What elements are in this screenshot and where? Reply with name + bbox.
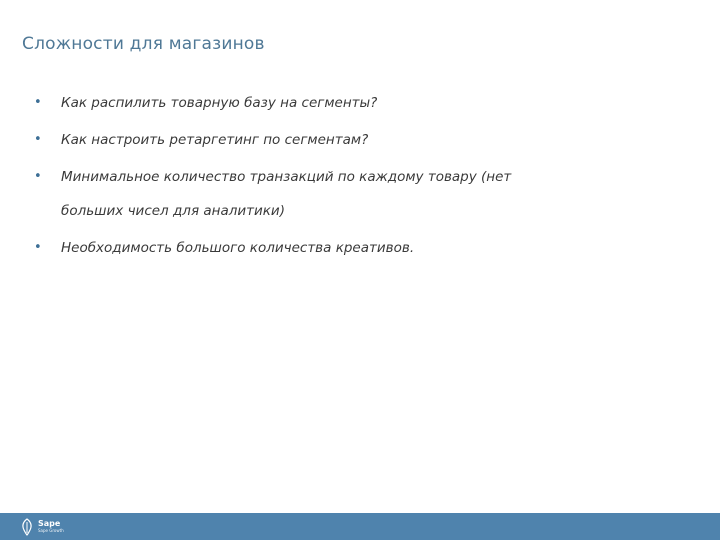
bullet-dot: • xyxy=(34,95,42,110)
bullet-text: Как настроить ретаргетинг по сегментам? xyxy=(61,132,369,148)
footer-logo xyxy=(20,516,64,537)
bullet-text: Минимальное количество транзакций по каждому товару (нет больших чисел для аналитики) xyxy=(61,169,512,219)
logo-subtitle: Sape Growth xyxy=(38,527,64,533)
bullet-item xyxy=(34,231,674,265)
bullet-item xyxy=(34,123,674,157)
bullet-list xyxy=(34,86,674,268)
bullet-dot: • xyxy=(34,169,42,184)
slide-title: Сложности для магазинов xyxy=(22,34,265,54)
bullet-text: Необходимость большого количества креативов. xyxy=(61,240,415,256)
bullet-item xyxy=(34,160,536,228)
bullet-text: Как распилить товарную базу на сегменты? xyxy=(61,95,378,111)
bullet-dot: • xyxy=(34,132,42,147)
bullet-item xyxy=(34,86,674,120)
footer-bar xyxy=(0,513,720,540)
sape-logo-icon xyxy=(20,518,34,536)
logo-text xyxy=(38,520,64,534)
bullet-dot: • xyxy=(34,240,42,255)
logo-name: Sape xyxy=(38,518,61,528)
